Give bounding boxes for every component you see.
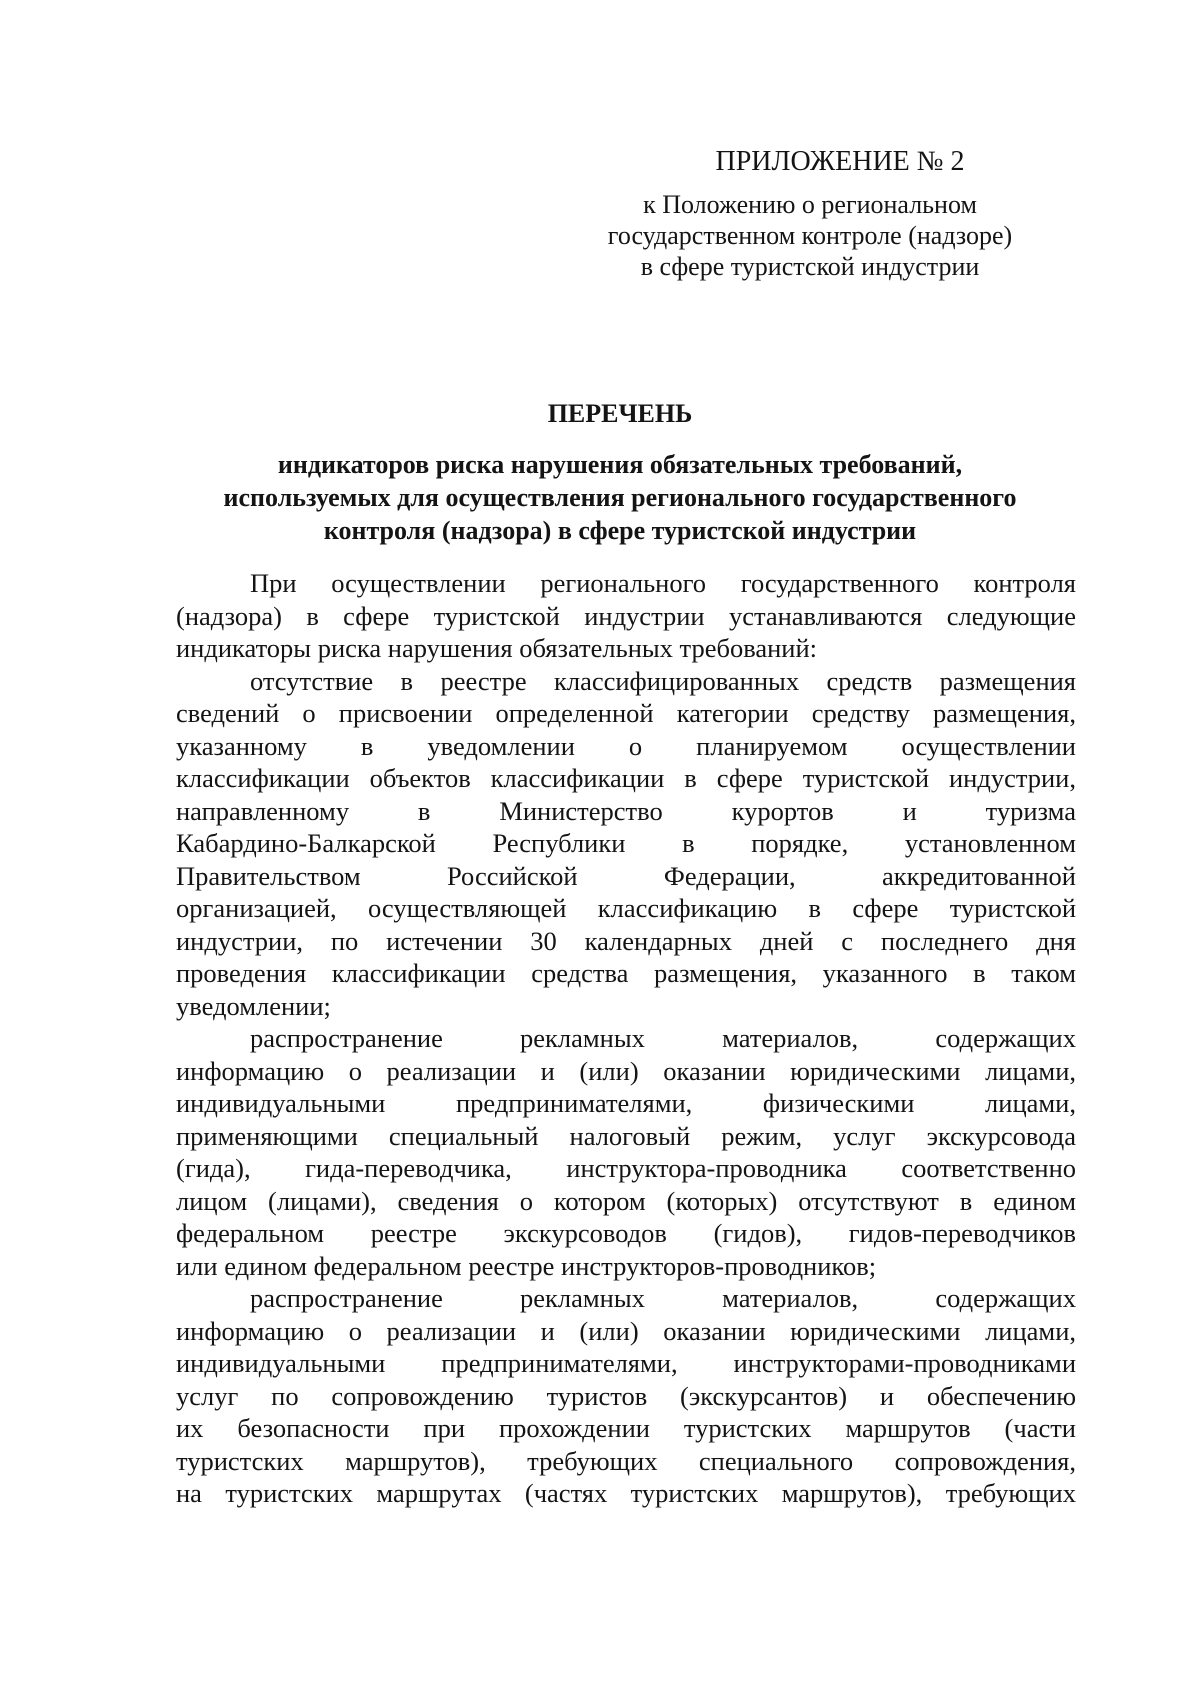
body-line: организацией, осуществляющей классификацию в сфере туристской [176,893,1076,923]
subtitle-line: индикаторов риска нарушения обязательных требований, [277,450,963,479]
appendix-reference-line: в сфере туристской индустрии [640,252,980,281]
appendix-reference-line: к Положению о региональном [643,190,977,219]
body-line: распространение рекламных материалов, содержащих [250,1023,1076,1053]
subtitle-line: используемых для осуществления регионального государственного [223,483,1017,512]
body-line: распространение рекламных материалов, содержащих [250,1283,1076,1313]
body-line: индивидуальными предпринимателями, физическими лицами, [176,1088,1076,1118]
body-line: на туристских маршрутах (частях туристских маршрутов), требующих [176,1478,1076,1508]
body-line: индивидуальными предпринимателями, инструкторами-проводниками [176,1348,1076,1378]
appendix-reference [560,189,1060,282]
appendix-reference-line: государственном контроле (надзоре) [607,221,1013,250]
body-line: услуг по сопровождению туристов (экскурсантов) и обеспечению [176,1380,1076,1411]
body-line: информацию о реализации и (или) оказании юридическими лицами, [176,1315,1076,1346]
body-line: проведения классификации средства размещения, указанного в таком [176,958,1076,988]
body-line: применяющими специальный налоговый режим, услуг экскурсовода [176,1120,1076,1151]
body-line: указанному в уведомлении о планируемом осуществлении [176,730,1076,761]
body-line: федеральном реестре экскурсоводов (гидов), гидов-переводчиков [176,1218,1076,1248]
subtitle-line: контроля (надзора) в сфере туристской индустрии [323,516,917,545]
body-line: (надзора) в сфере туристской индустрии устанавливаются следующие [176,600,1076,631]
document-title: ПЕРЕЧЕНЬ [547,399,693,428]
body-line: Правительством Российской Федерации, аккредитованной [176,860,1076,891]
body-paragraph [176,567,1076,665]
body-line: Кабардино-Балкарской Республики в порядке, установленном [176,828,1076,858]
document-body [176,567,1076,1510]
appendix-header [560,145,1060,282]
body-paragraph [176,1282,1076,1510]
body-line: или едином федеральном реестре инструкторов-проводников; [176,1250,877,1281]
body-line: (гида), гида-переводчика, инструктора-проводника соответственно [176,1153,1076,1183]
body-line: индикаторы риска нарушения обязательных требований: [176,633,818,663]
body-paragraph [176,1022,1076,1282]
appendix-number: ПРИЛОЖЕНИЕ № 2 [715,146,965,177]
body-line: информацию о реализации и (или) оказании юридическими лицами, [176,1055,1076,1086]
body-line: направленному в Министерство курортов и туризма [176,795,1076,826]
body-line: уведомлении; [176,990,331,1021]
body-line: туристских маршрутов), требующих специального сопровождения, [176,1445,1076,1476]
body-line: классификации объектов классификации в сфере туристской индустрии, [176,763,1076,793]
body-line: их безопасности при прохождении туристских маршрутов (части [176,1413,1076,1443]
body-line: При осуществлении регионального государственного контроля [250,568,1076,598]
document-subtitle [140,448,1100,547]
body-line: сведений о присвоении определенной категории средству размещения, [176,698,1076,728]
body-line: отсутствие в реестре классифицированных средств размещения [250,665,1076,696]
body-paragraph [176,665,1076,1023]
body-line: индустрии, по истечении 30 календарных дней с последнего дня [176,925,1076,956]
body-line: лицом (лицами), сведения о котором (которых) отсутствуют в едином [176,1185,1076,1216]
